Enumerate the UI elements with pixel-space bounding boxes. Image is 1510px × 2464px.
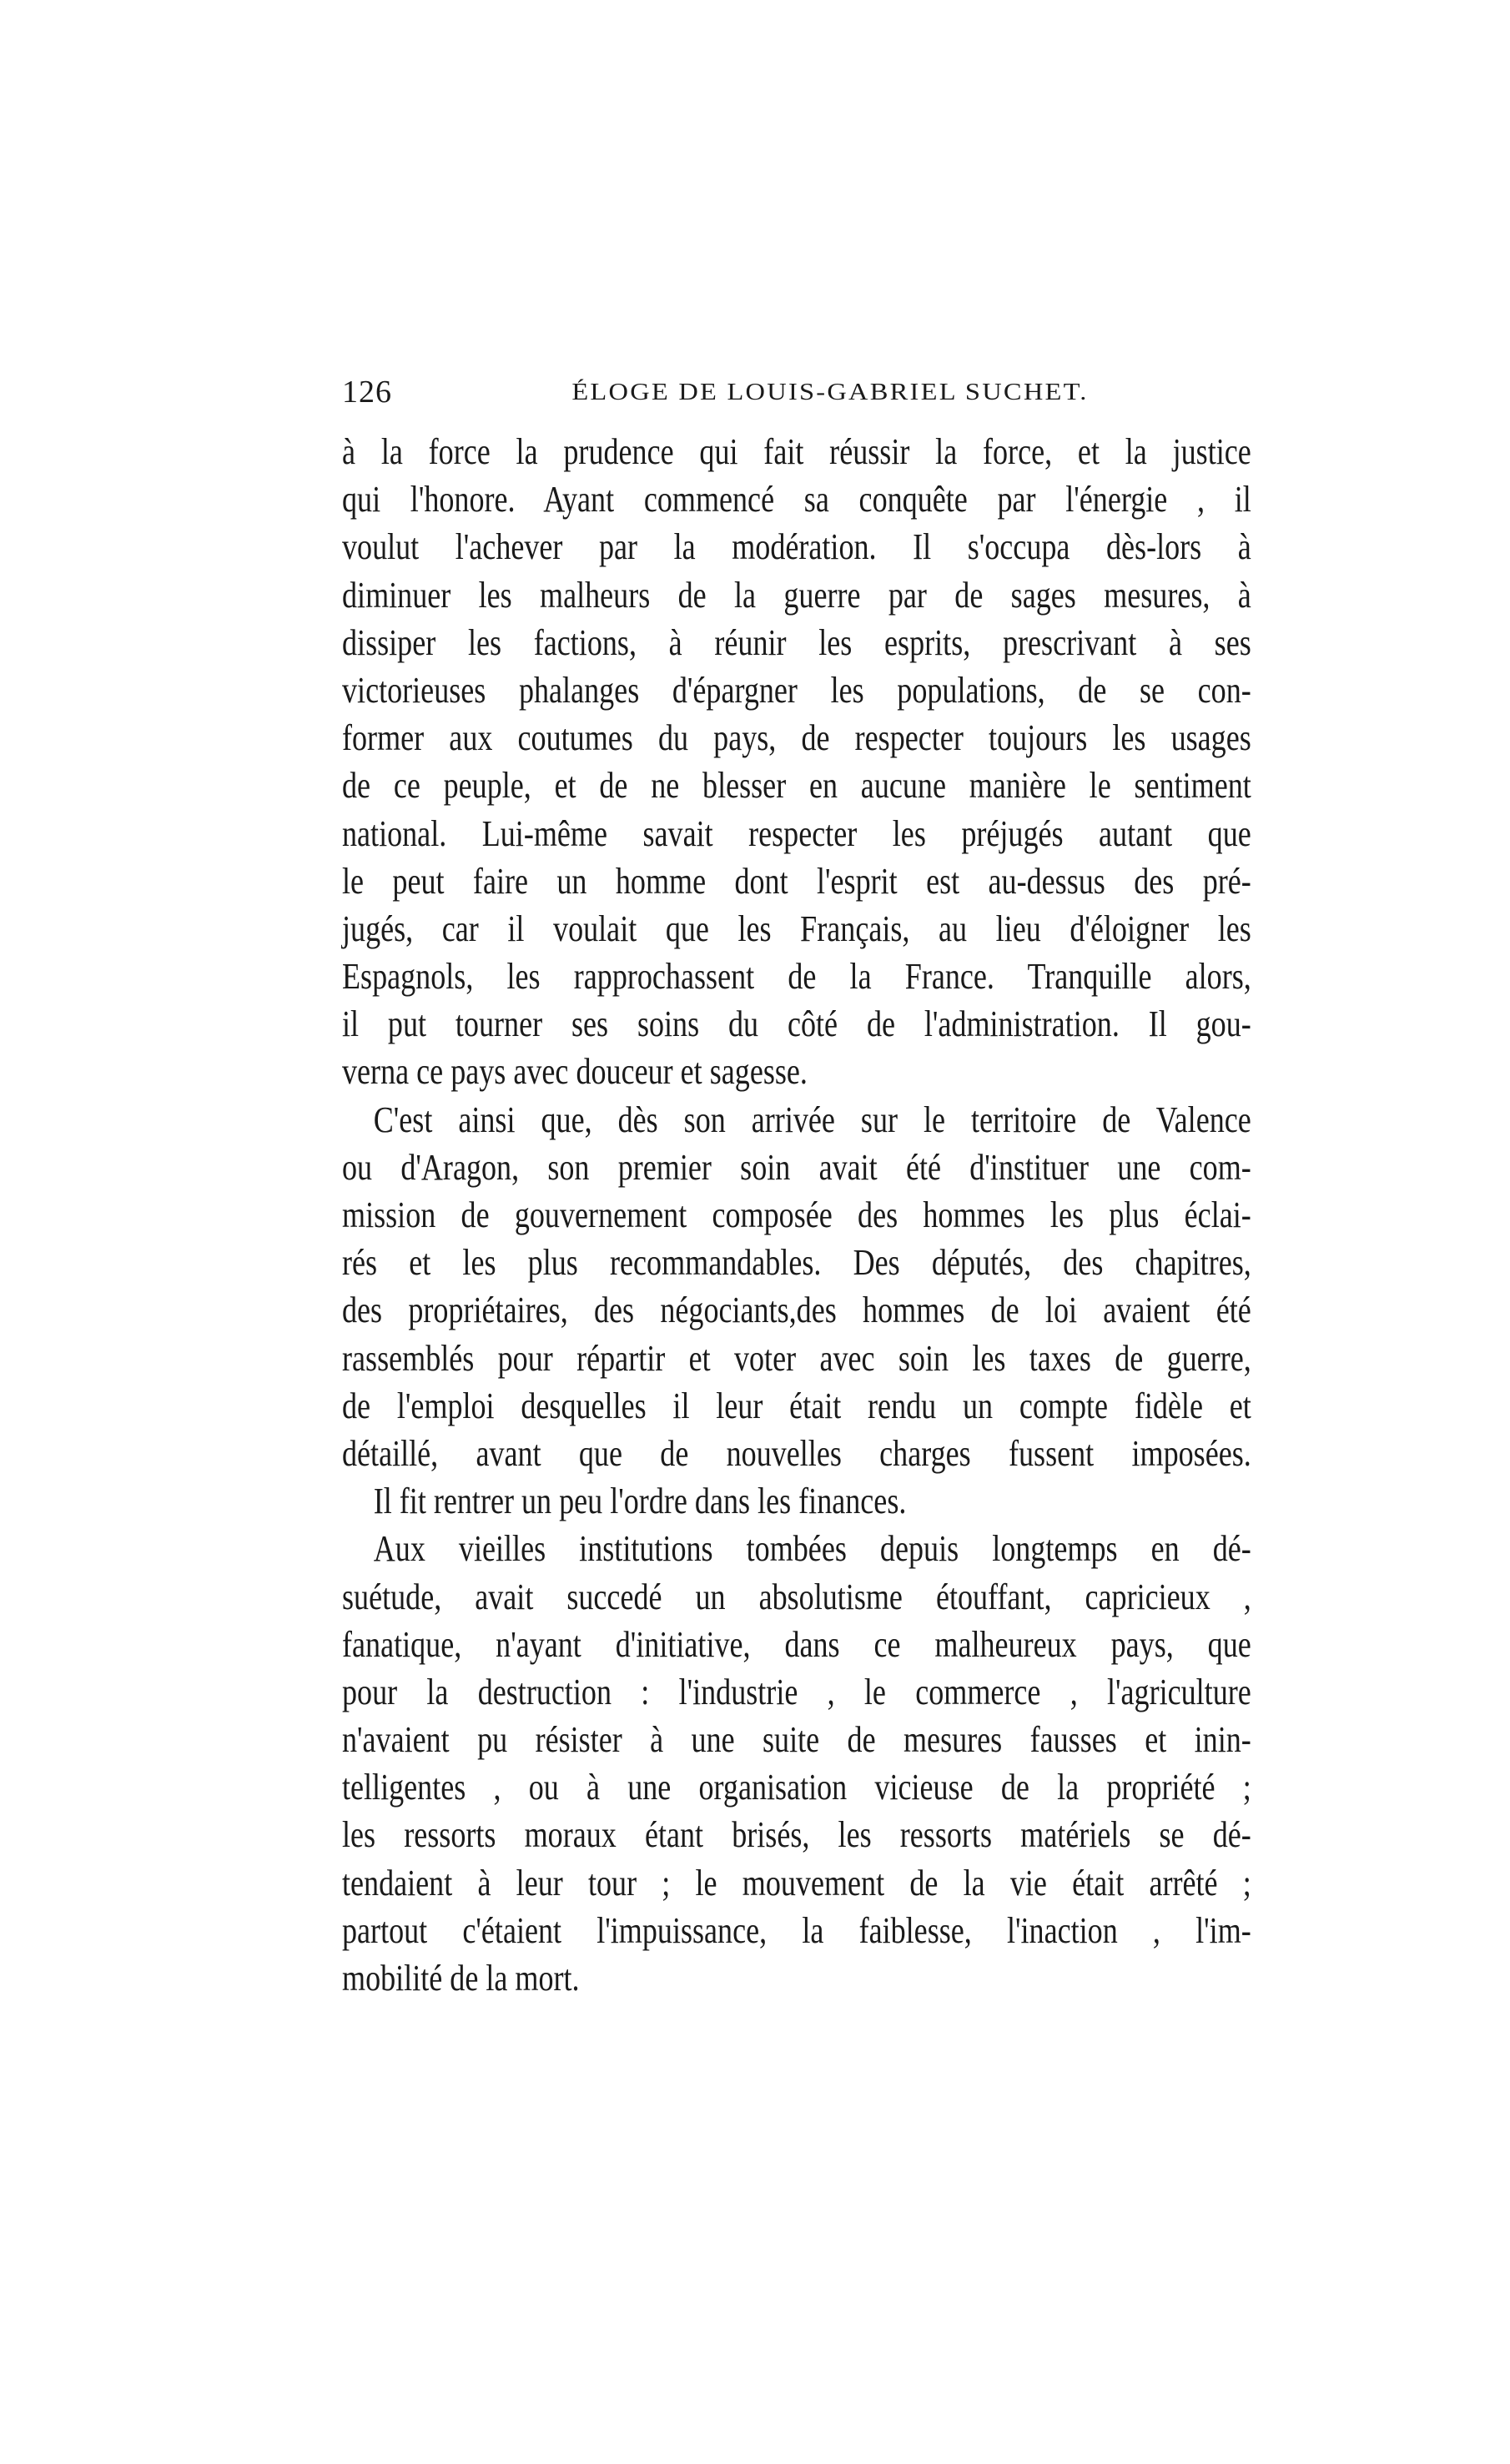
page-number: 126	[342, 375, 392, 410]
text-line: voulut l'achever par la modération. Il s'occupa dès-lors à	[342, 526, 1251, 568]
text-line: diminuer les malheurs de la guerre par de sages mesures, à	[342, 574, 1251, 616]
text-line: C'est ainsi que, dès son arrivée sur le territoire de Valence	[373, 1099, 1251, 1140]
text-line: mobilité de la mort.	[342, 1958, 580, 1999]
text-line: il put tourner ses soins du côté de l'administration. Il gou-	[342, 1003, 1251, 1045]
text-line: des propriétaires, des négociants,des hommes de loi avaient été	[342, 1290, 1251, 1331]
text-line: Espagnols, les rapprochassent de la France. Tranquille alors,	[342, 956, 1251, 998]
text-line: à la force la prudence qui fait réussir la force, et la justice	[342, 431, 1251, 472]
text-line: rassemblés pour répartir et voter avec soin les taxes de guerre,	[342, 1337, 1251, 1379]
text-line: victorieuses phalanges d'épargner les populations, de se con-	[342, 669, 1251, 711]
text-line: mission de gouvernement composée des hommes les plus éclai-	[342, 1194, 1251, 1235]
text-line: telligentes , ou à une organisation vicieuse de la propriété ;	[342, 1767, 1251, 1808]
text-line: dissiper les factions, à réunir les esprits, prescrivant à ses	[342, 621, 1251, 663]
text-line: pour la destruction : l'industrie , le commerce , l'agriculture	[342, 1671, 1251, 1712]
text-line: Il fit rentrer un peu l'ordre dans les finances.	[373, 1481, 907, 1522]
text-line: de l'emploi desquelles il leur était rendu un compte fidèle et	[342, 1385, 1251, 1426]
text-line: national. Lui-même savait respecter les préjugés autant que	[342, 812, 1251, 854]
text-line: jugés, car il voulait que les Français, au lieu d'éloigner les	[342, 908, 1251, 949]
text-line: détaillé, avant que de nouvelles charges fussent imposées.	[342, 1432, 1251, 1474]
text-line: ou d'Aragon, son premier soin avait été d'instituer une com-	[342, 1146, 1251, 1188]
text-line: de ce peuple, et de ne blesser en aucune manière le sentiment	[342, 765, 1251, 807]
text-line: tendaient à leur tour ; le mouvement de la vie était arrêté ;	[342, 1862, 1251, 1903]
text-line: qui l'honore. Ayant commencé sa conquête par l'énergie , il	[342, 479, 1251, 520]
body-text	[342, 428, 1251, 2002]
text-line: le peut faire un homme dont l'esprit est au-dessus des pré-	[342, 860, 1251, 902]
text-line: Aux vieilles institutions tombées depuis longtemps en dé-	[373, 1528, 1251, 1570]
text-line: former aux coutumes du pays, de respecter toujours les usages	[342, 717, 1251, 759]
text-line: n'avaient pu résister à une suite de mesures fausses et inin-	[342, 1719, 1251, 1761]
text-line: rés et les plus recommandables. Des députés, des chapitres,	[342, 1242, 1251, 1284]
text-line: suétude, avait succedé un absolutisme étouffant, capricieux ,	[342, 1576, 1251, 1617]
text-line: verna ce pays avec douceur et sagesse.	[342, 1051, 808, 1093]
text-line: fanatique, n'ayant d'initiative, dans ce malheureux pays, que	[342, 1623, 1251, 1665]
running-title: ÉLOGE DE LOUIS-GABRIEL SUCHET.	[571, 379, 1089, 405]
text-line: partout c'étaient l'impuissance, la faiblesse, l'inaction , l'im-	[342, 1909, 1251, 1951]
text-line: les ressorts moraux étant brisés, les ressorts matériels se dé-	[342, 1814, 1251, 1856]
page-header	[342, 367, 1251, 417]
